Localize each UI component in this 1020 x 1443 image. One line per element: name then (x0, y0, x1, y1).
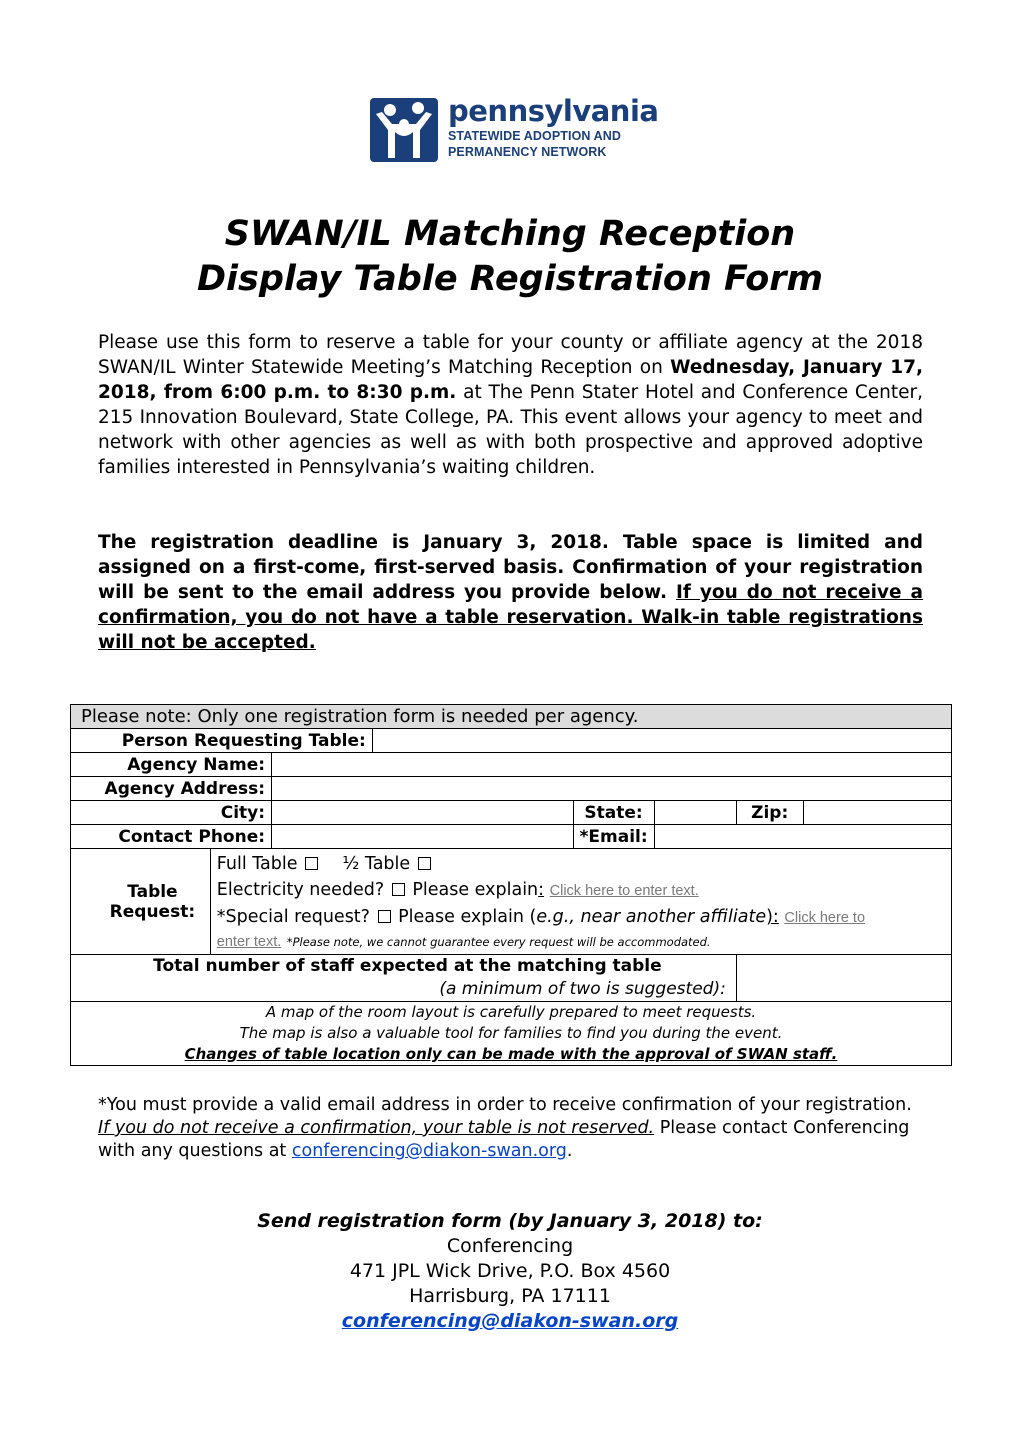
please-explain-label: Please explain (412, 880, 539, 900)
special-request-checkbox[interactable] (378, 910, 391, 923)
email-field[interactable] (654, 825, 951, 849)
intro-text-2: at The Penn Stater Hotel and Conference Center, 215 Innovation Boulevard, State College, PA. This event allows your agency to meet and network with other agencies as well as with both prospective and approved adoptive families interested in Pennsylvania’s waiting children. (98, 382, 923, 478)
special-request-field-1[interactable]: Click here to (784, 910, 866, 926)
event-date: Wednesday, January 17, 2018, from 6:00 p.m. to 8:30 p.m. (98, 357, 923, 403)
electricity-checkbox[interactable] (392, 883, 405, 896)
footnote-email-link[interactable]: conferencing@diakon-swan.org (291, 1141, 567, 1161)
special-request-label: *Special request? (216, 907, 370, 927)
map-note-3: Changes of table location only can be made with the approval of SWAN staff. (184, 1045, 838, 1063)
send-address-2: Harrisburg, PA 17111 (409, 1285, 611, 1307)
special-example: e.g., near another affiliate (536, 907, 767, 927)
deadline-warning: If you do not receive a confirmation, you do not have a table reservation. Walk-in table registrations will not be accepted. (98, 582, 923, 653)
footnote-text-1: *You must provide a valid email address in order to receive confirmation of your registration. (98, 1095, 912, 1115)
agency-name-field[interactable] (272, 753, 952, 777)
email-label: *Email: (573, 825, 654, 849)
map-note-1: A map of the room layout is carefully prepared to meet requests. (265, 1003, 757, 1021)
form-note: Please note: Only one registration form is needed per agency. (71, 705, 952, 729)
logo-subtitle-1: STATEWIDE ADOPTION AND (448, 129, 622, 143)
half-table-label: ½ Table (342, 854, 411, 874)
person-requesting-field[interactable] (372, 729, 951, 753)
intro-paragraph (98, 330, 923, 480)
page-title (0, 212, 1020, 302)
guarantee-note: *Please note, we cannot guarantee every request will be accommodated. (286, 935, 711, 949)
send-email-link[interactable]: conferencing@diakon-swan.org (341, 1310, 679, 1332)
footnote-text-2: Please contact Conferencing with any questions at (98, 1118, 910, 1161)
send-heading: Send registration form (by January 3, 2018) to: (257, 1210, 763, 1232)
deadline-text: The registration deadline is January 3, 2018. Table space is limited and assigned on a first-come, first-served basis. Confirmation of your registration will be sent to the email address you provide below. (98, 532, 923, 603)
table-request-label-2: Request: (109, 901, 196, 922)
swan-figures-icon (368, 94, 440, 168)
send-name: Conferencing (446, 1235, 574, 1257)
electricity-explain-field[interactable]: Click here to enter text. (549, 883, 699, 899)
electricity-label: Electricity needed? (216, 880, 385, 900)
registration-table (70, 704, 952, 1066)
full-table-label: Full Table (216, 854, 298, 874)
full-table-checkbox[interactable] (305, 857, 318, 870)
staff-count-field[interactable] (736, 955, 951, 1002)
special-request-field-2[interactable]: enter text. (216, 934, 282, 950)
footnote-period: . (566, 1141, 573, 1161)
map-note (71, 1002, 952, 1066)
send-address-1: 471 JPL Wick Drive, P.O. Box 4560 (349, 1260, 671, 1282)
half-table-checkbox[interactable] (418, 857, 431, 870)
title-line-1: SWAN/IL Matching Reception (224, 214, 796, 254)
contact-phone-label: Contact Phone: (71, 825, 272, 849)
agency-name-label: Agency Name: (71, 753, 272, 777)
deadline-paragraph (98, 530, 923, 655)
email-footnote (98, 1094, 923, 1163)
city-field[interactable] (272, 801, 573, 825)
footnote-warning: If you do not receive a confirmation, your table is not reserved. (98, 1118, 655, 1138)
state-field[interactable] (654, 801, 736, 825)
table-request-label (71, 849, 211, 955)
staff-count-title: Total number of staff expected at the matching table (153, 956, 662, 976)
agency-address-field[interactable] (272, 777, 952, 801)
staff-count-subtitle: (a minimum of two is suggested): (439, 979, 726, 999)
intro-text-1: Please use this form to reserve a table for your county or affiliate agency at the 2018 SWAN/IL Winter Statewide Meeting’s Matching Reception on (98, 332, 923, 378)
state-label: State: (573, 801, 654, 825)
send-to-block (0, 1209, 1020, 1334)
contact-phone-field[interactable] (272, 825, 573, 849)
zip-label: Zip: (736, 801, 803, 825)
city-label: City: (71, 801, 272, 825)
person-requesting-label: Person Requesting Table: (71, 729, 373, 753)
table-request-label-1: Table (127, 881, 178, 902)
please-explain-2-label: Please explain ( (398, 907, 537, 927)
swan-logo (368, 94, 658, 168)
agency-address-label: Agency Address: (71, 777, 272, 801)
logo-title: pennsylvania (448, 94, 659, 128)
title-line-2: Display Table Registration Form (196, 259, 824, 299)
zip-field[interactable] (803, 801, 951, 825)
staff-count-label (71, 955, 737, 1002)
table-request-options: Full Table ½ Table Electricity needed? Please explain: Click here to enter text. *Special request? Please explain (e.g., near another affiliate): Click here to enter text. *Please note, we cannot guarantee every request will be accommodated. (210, 849, 951, 955)
logo-subtitle-2: PERMANENCY NETWORK (448, 145, 607, 159)
map-note-2: The map is also a valuable tool for families to find you during the event. (239, 1024, 783, 1042)
